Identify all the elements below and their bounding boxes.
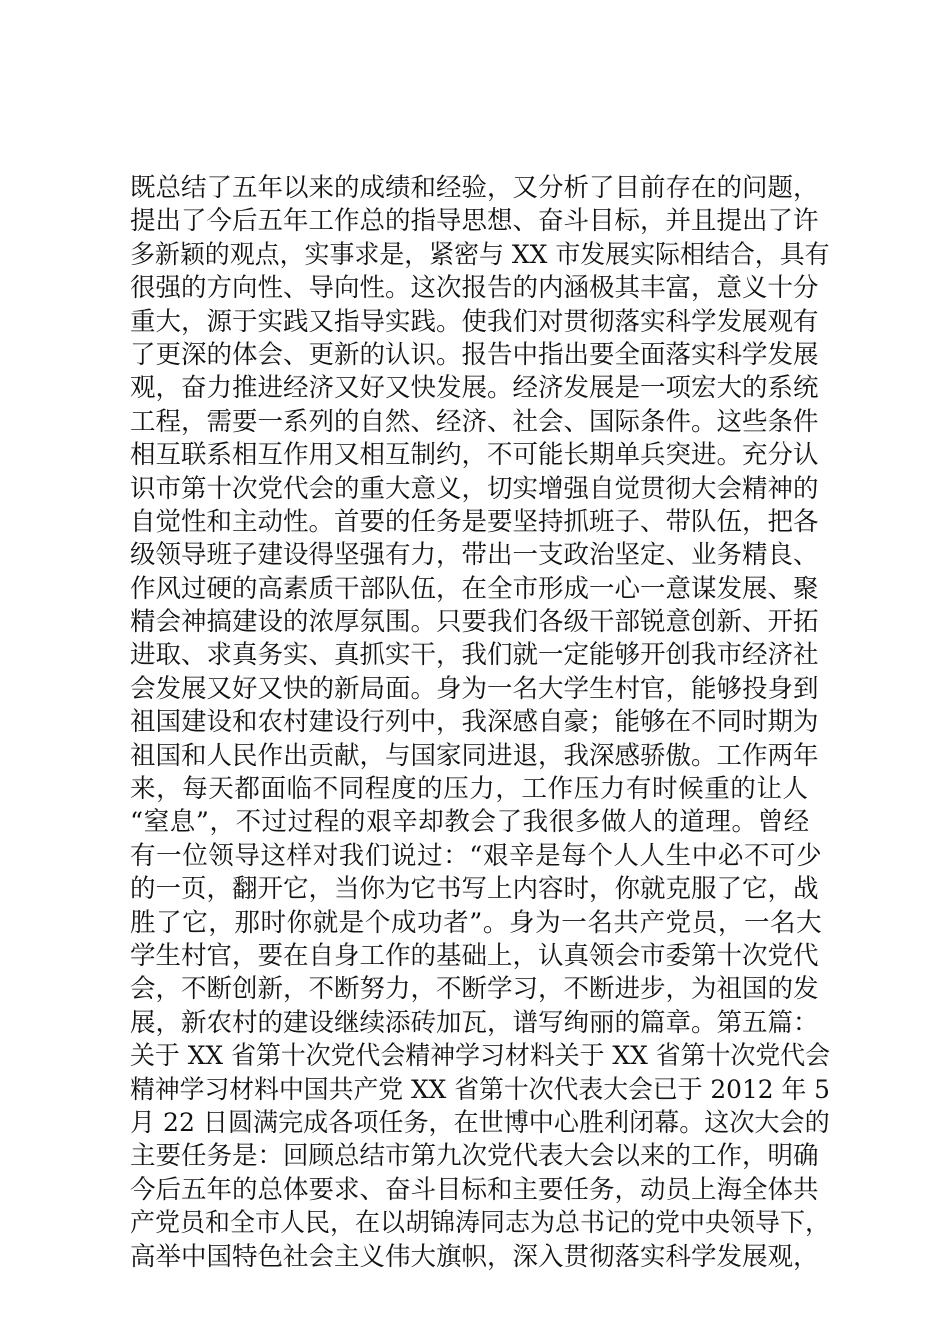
text-line: 会发展又好又快的新局面。身为一名大学生村官，能够投身到 — [130, 673, 819, 704]
text-line: 级领导班子建设得坚强有力，带出一支政治坚定、业务精良、 — [130, 540, 819, 571]
text-line: 既总结了五年以来的成绩和经验，又分析了目前存在的问题， — [130, 173, 819, 203]
text-line: 来，每天都面临不同程度的压力，工作压力有时候重的让人 — [130, 774, 809, 805]
text-line: 有一位领导这样对我们说过：“艰辛是每个人人生中必不可少 — [130, 840, 823, 871]
text-line: 关于 XX 省第十次党代会精神学习材料关于 XX 省第十次党代会 — [130, 1041, 831, 1072]
text-line: 相互联系相互作用又相互制约，不可能长期单兵突进。充分认 — [130, 440, 819, 471]
text-line: 月 22 日圆满完成各项任务，在世博中心胜利闭幕。这次大会的 — [130, 1107, 830, 1138]
text-line: 工程，需要一系列的自然、经济、社会、国际条件。这些条件 — [130, 406, 819, 437]
text-line: 产党员和全市人民，在以胡锦涛同志为总书记的党中央领导下， — [130, 1208, 831, 1239]
text-line: 多新颖的观点，实事求是，紧密与 XX 市发展实际相结合，具有 — [130, 239, 830, 270]
text-line: 很强的方向性、导向性。这次报告的内涵极其丰富，意义十分 — [130, 273, 819, 304]
text-line: 精神学习材料中国共产党 XX 省第十次代表大会已于 2012 年 5 — [130, 1074, 830, 1105]
text-line: 进取、求真务实、真抓实干，我们就一定能够开创我市经济社 — [130, 640, 819, 671]
text-line: 会，不断创新，不断努力，不断学习，不断进步，为祖国的发 — [130, 974, 819, 1005]
text-line: 主要任务是：回顾总结市第九次党代表大会以来的工作，明确 — [130, 1141, 819, 1172]
text-line: 学生村官，要在自身工作的基础上，认真领会市委第十次党代 — [130, 940, 819, 971]
text-line: “窒息”，不过过程的艰辛却教会了我很多做人的道理。曾经 — [130, 807, 810, 838]
text-line: 高举中国特色社会主义伟大旗帜，深入贯彻落实科学发展观， — [130, 1241, 819, 1272]
text-line: 祖国建设和农村建设行列中，我深感自豪；能够在不同时期为 — [130, 707, 819, 738]
text-line: 展，新农村的建设继续添砖加瓦，谱写绚丽的篇章。第五篇： — [130, 1007, 819, 1038]
text-line: 自觉性和主动性。首要的任务是要坚持抓班子、带队伍，把各 — [130, 506, 819, 537]
text-line: 的一页，翻开它，当你为它书写上内容时，你就克服了它，战 — [130, 874, 819, 905]
text-line: 胜了它，那时你就是个成功者”。身为一名共产党员，一名大 — [130, 907, 823, 938]
text-line: 识市第十次党代会的重大意义，切实增强自觉贯彻大会精神的 — [130, 473, 819, 504]
body-text — [130, 172, 830, 1274]
text-line: 观，奋力推进经济又好又快发展。经济发展是一项宏大的系统 — [130, 373, 819, 404]
text-line: 提出了今后五年工作总的指导思想、奋斗目标，并且提出了许 — [130, 206, 819, 237]
text-line: 作风过硬的高素质干部队伍，在全市形成一心一意谋发展、聚 — [130, 573, 819, 604]
text-line: 精会神搞建设的浓厚氛围。只要我们各级干部锐意创新、开拓 — [130, 607, 819, 638]
text-line: 今后五年的总体要求、奋斗目标和主要任务，动员上海全体共 — [130, 1174, 819, 1205]
text-line: 了更深的体会、更新的认识。报告中指出要全面落实科学发展 — [130, 339, 819, 370]
text-line: 重大，源于实践又指导实践。使我们对贯彻落实科学发展观有 — [130, 306, 819, 337]
text-line: 祖国和人民作出贡献，与国家同进退，我深感骄傲。工作两年 — [130, 740, 819, 771]
